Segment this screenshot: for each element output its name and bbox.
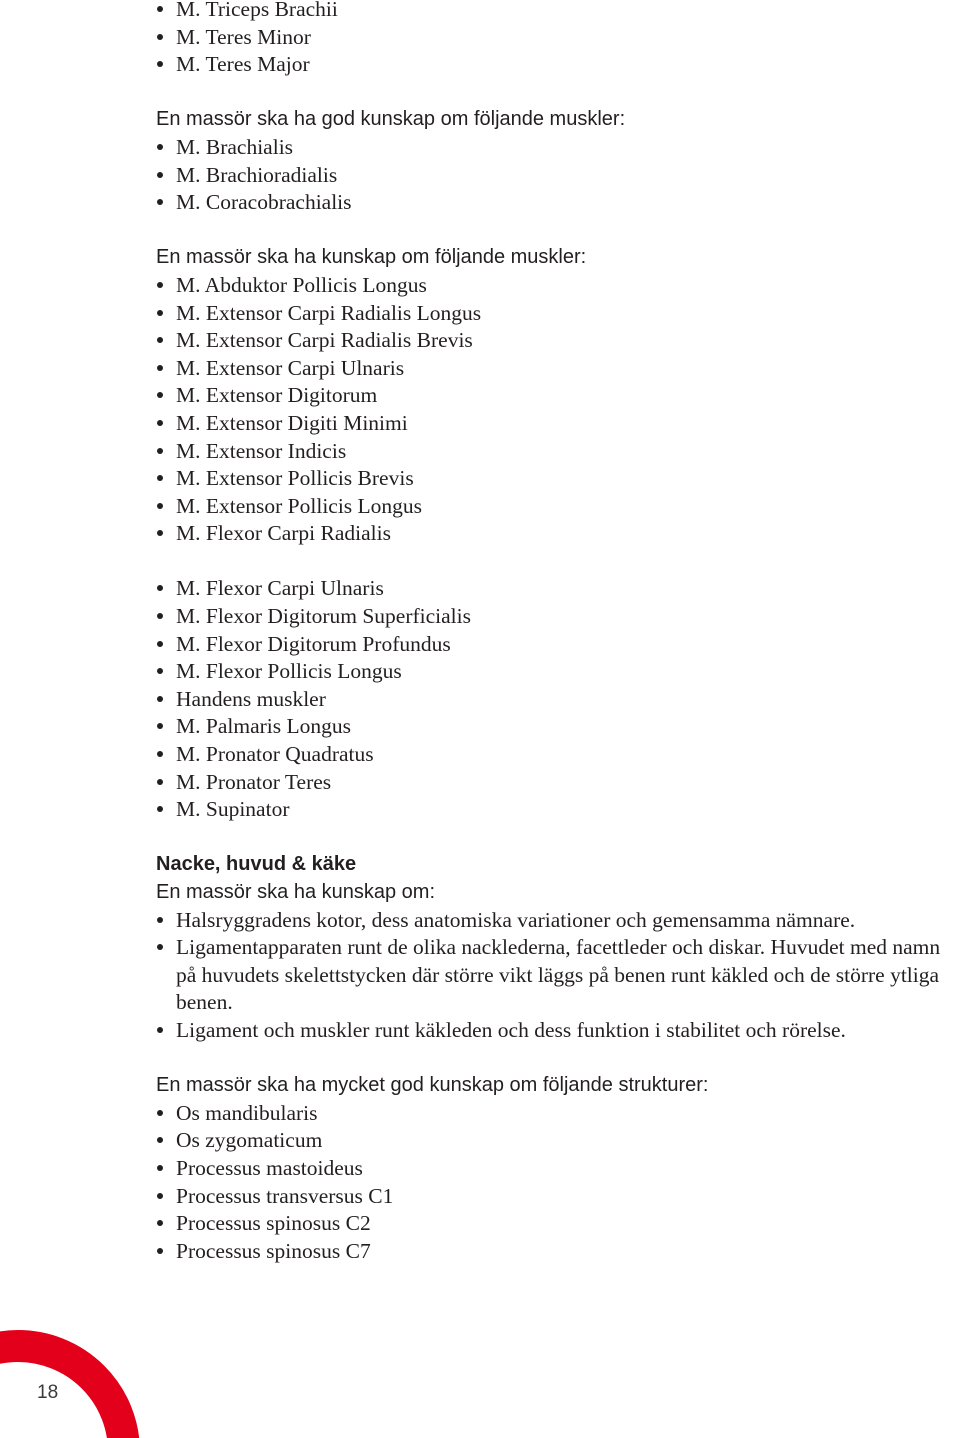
list-item: M. Extensor Pollicis Longus <box>156 493 956 521</box>
list-item: M. Flexor Pollicis Longus <box>156 658 956 686</box>
bullet-icon <box>157 944 163 950</box>
bullet-icon <box>157 310 163 316</box>
structures-intro: En massör ska ha mycket god kunskap om följande strukturer: <box>156 1074 709 1097</box>
list-item: Os mandibularis <box>156 1100 956 1128</box>
list-item: M. Extensor Carpi Ulnaris <box>156 355 956 383</box>
list-item: M. Extensor Indicis <box>156 438 956 466</box>
list-item: M. Extensor Carpi Radialis Brevis <box>156 327 956 355</box>
list-item: M. Triceps Brachii <box>156 0 956 24</box>
bullet-icon <box>157 1193 163 1199</box>
list-item: M. Teres Major <box>156 51 956 79</box>
list-item: M. Extensor Digiti Minimi <box>156 410 956 438</box>
bullet-icon <box>157 779 163 785</box>
bullet-icon <box>157 1248 163 1254</box>
list-item: M. Pronator Teres <box>156 769 956 797</box>
list-item: M. Flexor Digitorum Superficialis <box>156 603 956 631</box>
knowledge-list-a <box>156 272 956 548</box>
bullet-icon <box>157 337 163 343</box>
list-item: Halsryggradens kotor, dess anatomiska variationer och gemensamma nämnare. <box>156 907 956 935</box>
arm-muscle-list-tail <box>156 0 956 79</box>
list-item: M. Flexor Carpi Radialis <box>156 520 956 548</box>
section-heading: Nacke, huvud & käke <box>156 853 357 876</box>
spacer <box>156 824 956 852</box>
bullet-icon <box>157 917 163 923</box>
bullet-icon <box>157 1137 163 1143</box>
list-item: M. Extensor Digitorum <box>156 382 956 410</box>
bullet-icon <box>157 1027 163 1033</box>
good-knowledge-list <box>156 134 956 217</box>
list-item: Processus mastoideus <box>156 1155 956 1183</box>
list-item: M. Abduktor Pollicis Longus <box>156 272 956 300</box>
list-item: Handens muskler <box>156 686 956 714</box>
ring-arc <box>0 1346 124 1438</box>
spacer <box>156 79 956 107</box>
page-content <box>156 0 956 1265</box>
bullet-icon <box>157 751 163 757</box>
list-item: M. Brachialis <box>156 134 956 162</box>
list-item: M. Palmaris Longus <box>156 713 956 741</box>
bullet-icon <box>157 585 163 591</box>
list-item: M. Flexor Digitorum Profundus <box>156 631 956 659</box>
page-number: 18 <box>37 1382 59 1403</box>
list-item: Os zygomaticum <box>156 1127 956 1155</box>
bullet-icon <box>157 6 163 12</box>
list-item: Processus spinosus C2 <box>156 1210 956 1238</box>
bullet-icon <box>157 199 163 205</box>
structures-list <box>156 1100 956 1266</box>
list-item: Ligament och muskler runt käkleden och dess funktion i stabilitet och rörelse. <box>156 1017 956 1045</box>
list-item: Processus transversus C1 <box>156 1183 956 1211</box>
bullet-icon <box>157 1165 163 1171</box>
bullet-icon <box>157 613 163 619</box>
bullet-icon <box>157 696 163 702</box>
bullet-icon <box>157 282 163 288</box>
neck-knowledge-list <box>156 907 956 1045</box>
bullet-icon <box>157 668 163 674</box>
list-item: M. Pronator Quadratus <box>156 741 956 769</box>
bullet-icon <box>157 448 163 454</box>
list-item: M. Supinator <box>156 796 956 824</box>
bullet-icon <box>157 420 163 426</box>
list-item: M. Brachioradialis <box>156 162 956 190</box>
knowledge-intro: En massör ska ha kunskap om följande muskler: <box>156 246 587 269</box>
bullet-icon <box>157 475 163 481</box>
spacer <box>156 1045 956 1073</box>
page-corner-ring-icon <box>0 1312 140 1438</box>
bullet-icon <box>157 392 163 398</box>
list-item: M. Extensor Carpi Radialis Longus <box>156 300 956 328</box>
bullet-icon <box>157 806 163 812</box>
list-item: M. Coracobrachialis <box>156 189 956 217</box>
spacer <box>156 548 956 576</box>
bullet-icon <box>157 144 163 150</box>
bullet-icon <box>157 530 163 536</box>
bullet-icon <box>157 365 163 371</box>
bullet-icon <box>157 61 163 67</box>
bullet-icon <box>157 641 163 647</box>
list-item: M. Teres Minor <box>156 24 956 52</box>
list-item: M. Flexor Carpi Ulnaris <box>156 575 956 603</box>
list-item: Ligamentapparaten runt de olika nacklederna, facettleder och diskar. Huvudet med namn på huvudets skelettstycken där större vikt läggs på benen runt käkled och de större ytliga benen. <box>156 934 956 1017</box>
list-item: Processus spinosus C7 <box>156 1238 956 1266</box>
bullet-icon <box>157 1110 163 1116</box>
ring-icon <box>0 1312 140 1438</box>
good-knowledge-intro: En massör ska ha god kunskap om följande muskler: <box>156 108 626 131</box>
bullet-icon <box>157 1220 163 1226</box>
knowledge-list-b <box>156 575 956 823</box>
bullet-icon <box>157 723 163 729</box>
bullet-icon <box>157 503 163 509</box>
bullet-icon <box>157 172 163 178</box>
list-item: M. Extensor Pollicis Brevis <box>156 465 956 493</box>
bullet-icon <box>157 34 163 40</box>
spacer <box>156 217 956 245</box>
neck-intro: En massör ska ha kunskap om: <box>156 881 436 903</box>
